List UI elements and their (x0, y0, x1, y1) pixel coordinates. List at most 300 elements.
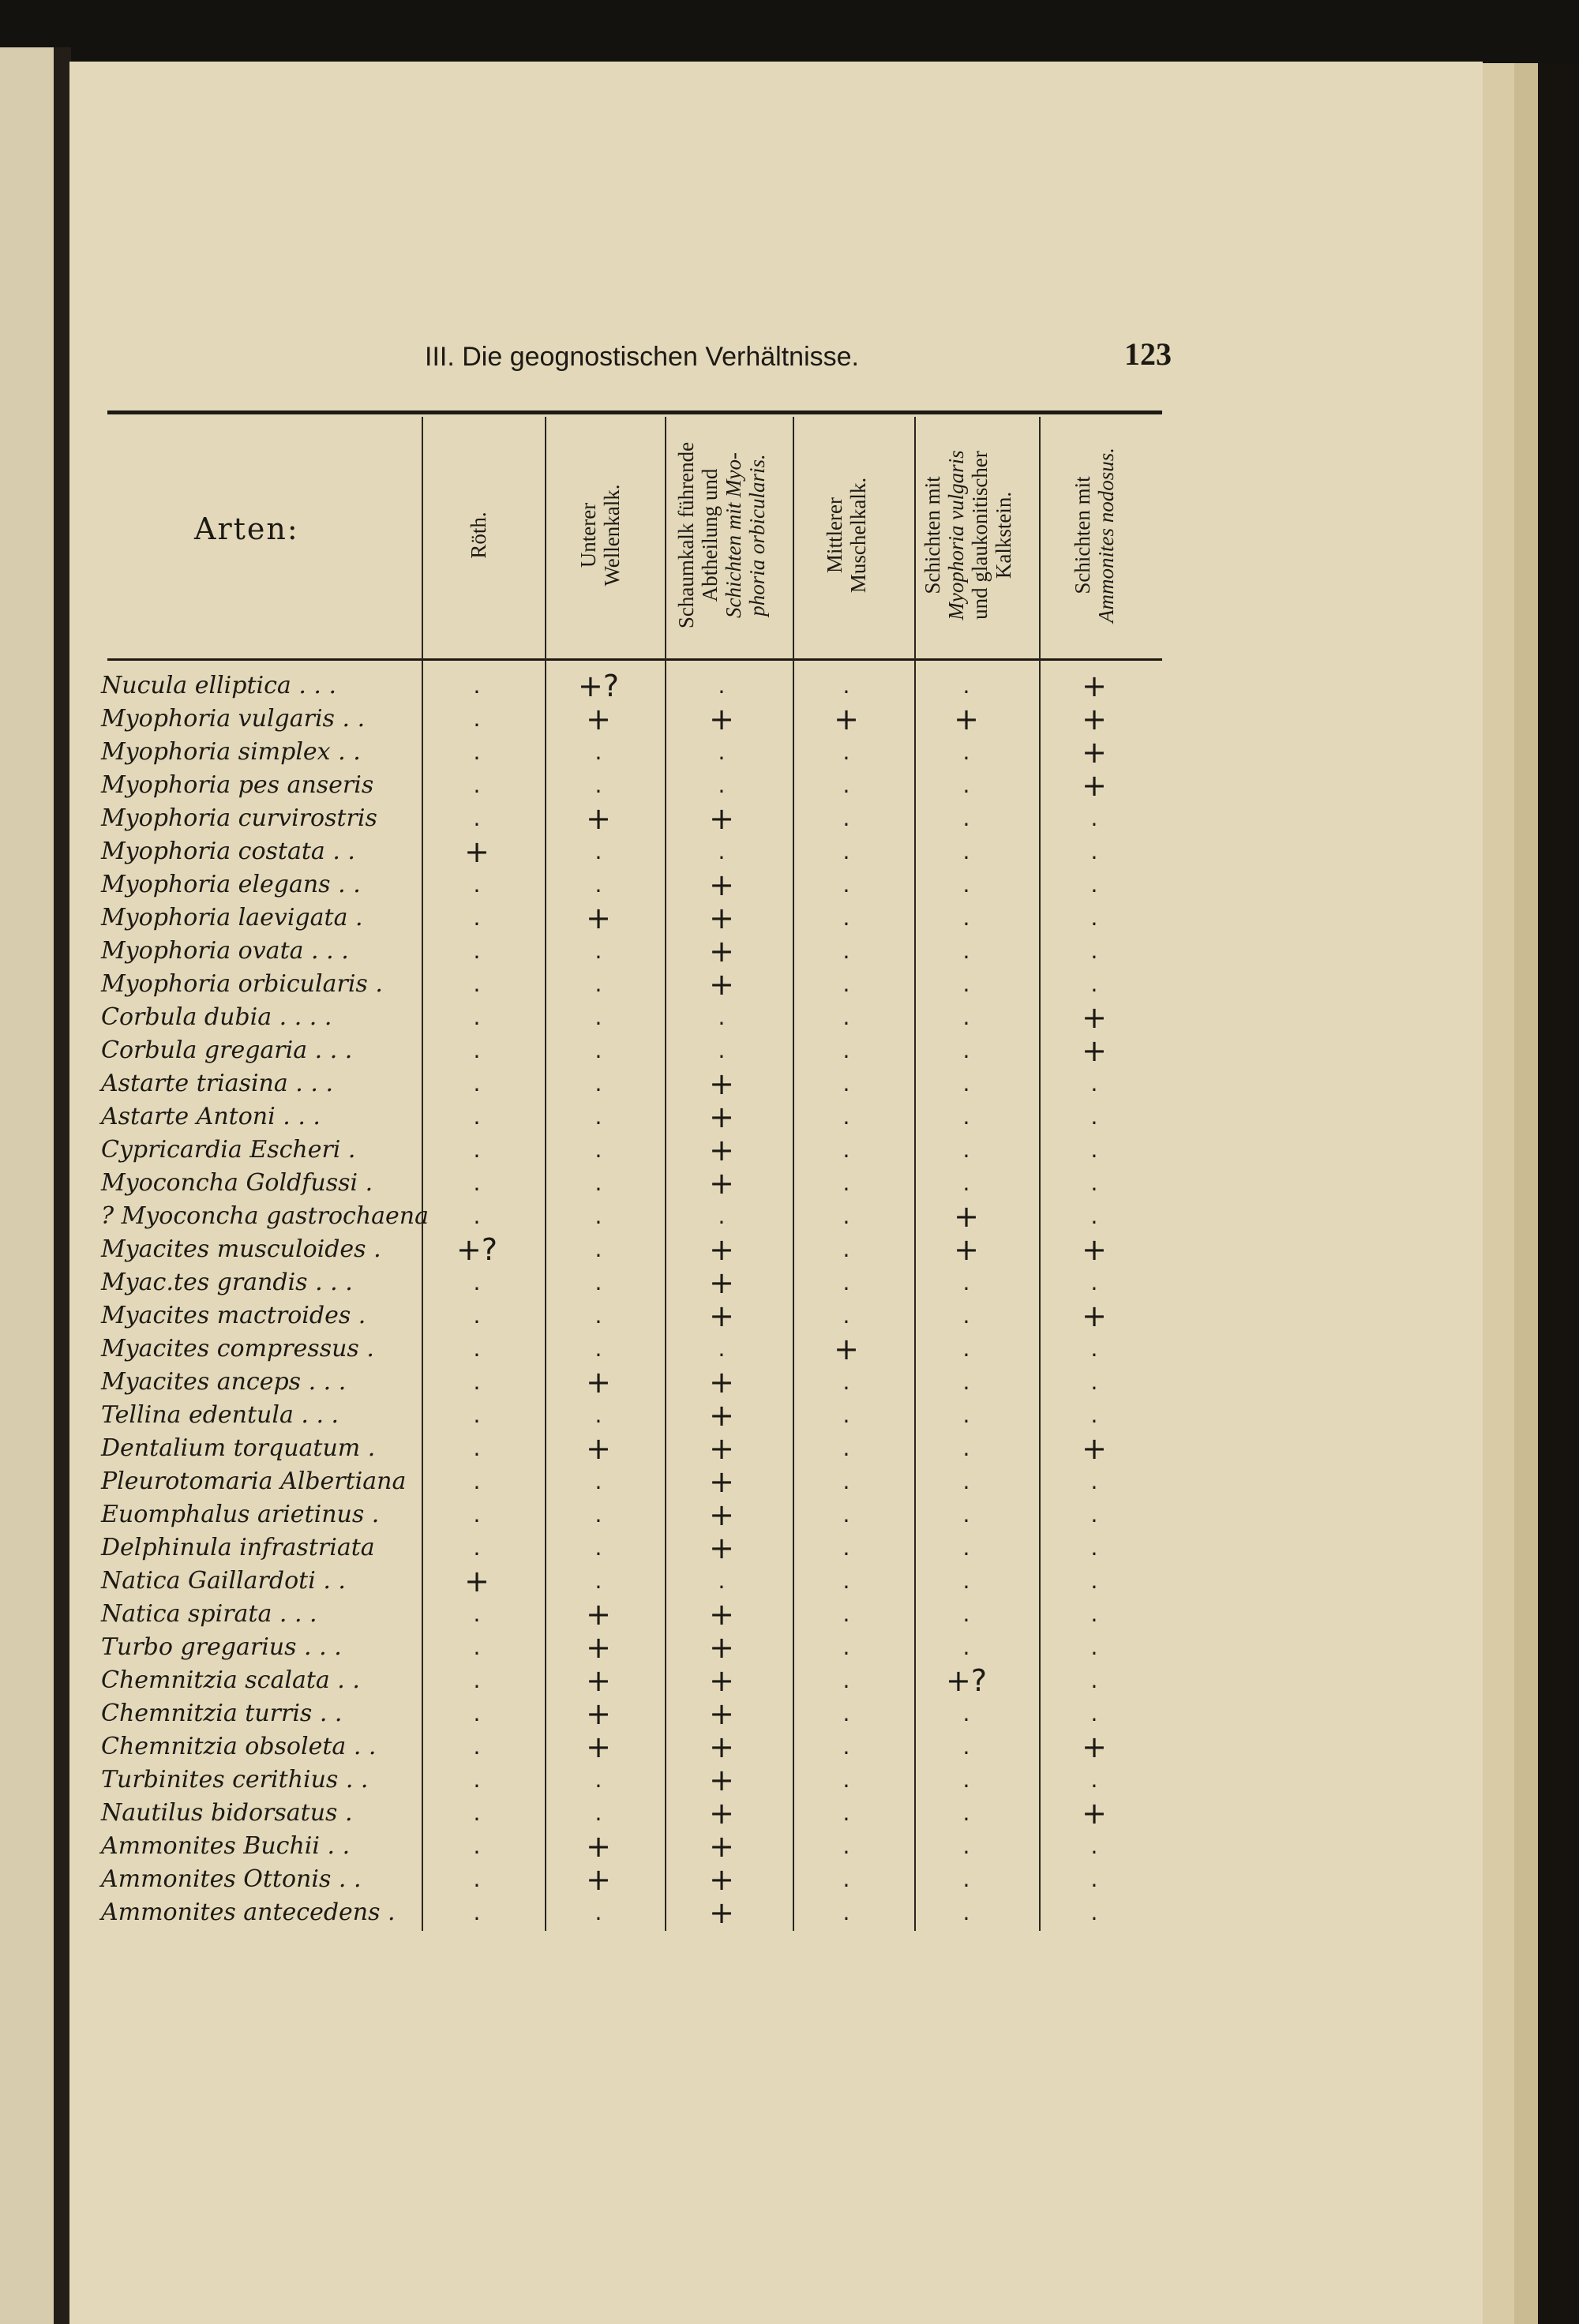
occurrence-cell: . (1090, 938, 1098, 964)
occurrence-cell: +? (945, 1663, 987, 1698)
occurrence-cell: + (709, 1597, 734, 1632)
table-row (101, 968, 1167, 1001)
page-edge (1514, 63, 1538, 2324)
occurrence-cell: . (842, 971, 850, 997)
column-header-text (1071, 417, 1118, 654)
occurrence-cell: . (842, 1369, 850, 1395)
table-row (101, 1399, 1167, 1432)
occurrence-cell: + (709, 1166, 734, 1201)
occurrence-cell: . (473, 1833, 481, 1859)
occurrence-cell: . (473, 971, 481, 997)
occurrence-cell: + (709, 1497, 734, 1532)
occurrence-cell: +? (577, 669, 619, 703)
species-name: Corbula gregaria . . . (101, 1036, 353, 1064)
occurrence-cell: . (594, 1568, 602, 1594)
occurrence-cell: + (1082, 1299, 1107, 1333)
species-name: Pleurotomaria Albertiana (101, 1467, 407, 1495)
occurrence-cell: . (962, 1899, 970, 1925)
occurrence-cell: . (842, 1866, 850, 1892)
species-name: Euomphalus arietinus . (101, 1501, 380, 1528)
occurrence-cell: . (594, 1800, 602, 1826)
occurrence-cell: . (473, 1734, 481, 1760)
occurrence-cell: . (1090, 1866, 1098, 1892)
occurrence-cell: . (594, 1899, 602, 1925)
occurrence-cell: . (962, 673, 970, 699)
table-row (101, 935, 1167, 968)
occurrence-cell: . (962, 1700, 970, 1726)
occurrence-cell: + (1082, 735, 1107, 770)
species-name: Ammonites Buchii . . (101, 1832, 351, 1860)
occurrence-cell: + (586, 1829, 611, 1864)
occurrence-cell: . (962, 1501, 970, 1527)
occurrence-cell: . (473, 1899, 481, 1925)
occurrence-cell: . (473, 1866, 481, 1892)
species-column-header: Arten: (194, 512, 299, 546)
species-name: Myophoria laevigata . (101, 904, 363, 931)
occurrence-cell: + (1082, 1033, 1107, 1068)
occurrence-cell: . (473, 1435, 481, 1461)
page-edge (1483, 63, 1514, 2324)
occurrence-cell: . (473, 1402, 481, 1428)
column-header-line: Schichten mit (1071, 476, 1094, 594)
table-row (101, 1134, 1167, 1167)
table-row (101, 1233, 1167, 1266)
species-name: Natica spirata . . . (101, 1600, 317, 1628)
species-name: Myophoria ovata . . . (101, 937, 349, 965)
species-name: Astarte Antoni . . . (101, 1103, 321, 1130)
occurrence-cell: . (473, 1269, 481, 1295)
species-name: Myophoria pes anseris (101, 771, 374, 799)
occurrence-cell: . (962, 1303, 970, 1329)
occurrence-cell: . (1090, 1269, 1098, 1295)
occurrence-cell: + (834, 702, 859, 737)
occurrence-cell: + (709, 1696, 734, 1731)
occurrence-cell: . (962, 1037, 970, 1063)
occurrence-cell: . (473, 1303, 481, 1329)
occurrence-cell: . (594, 838, 602, 864)
occurrence-cell: + (709, 1365, 734, 1400)
occurrence-cell: . (842, 1104, 850, 1130)
occurrence-cell: + (1082, 669, 1107, 703)
occurrence-cell: + (709, 1862, 734, 1897)
occurrence-cell: + (586, 801, 611, 836)
occurrence-cell: + (709, 1232, 734, 1267)
occurrence-cell: . (962, 872, 970, 898)
occurrence-cell: . (842, 1833, 850, 1859)
occurrence-cell: . (842, 1667, 850, 1693)
table-row (101, 1631, 1167, 1664)
occurrence-cell: + (464, 834, 489, 869)
column-header-line: Ammonites nodosus. (1094, 448, 1118, 623)
occurrence-cell: . (473, 1137, 481, 1163)
occurrence-cell: . (594, 1004, 602, 1030)
occurrence-cell: . (842, 1269, 850, 1295)
occurrence-cell: . (718, 1203, 726, 1229)
occurrence-cell: . (962, 1137, 970, 1163)
left-page-edge (0, 47, 54, 2324)
column-header-line: Muschelkalk. (846, 477, 870, 594)
occurrence-cell: + (586, 1730, 611, 1764)
occurrence-cell: . (594, 938, 602, 964)
occurrence-cell: . (594, 1336, 602, 1362)
occurrence-cell: . (594, 739, 602, 765)
occurrence-cell: + (709, 1829, 734, 1864)
occurrence-cell: . (718, 838, 726, 864)
species-name: Natica Gaillardoti . . (101, 1567, 346, 1595)
occurrence-cell: . (473, 772, 481, 798)
occurrence-cell: . (1090, 805, 1098, 831)
column-header-line: Mittlerer (823, 497, 846, 573)
occurrence-cell: . (473, 1700, 481, 1726)
occurrence-cell: . (473, 1468, 481, 1494)
species-name: Myoconcha Goldfussi . (101, 1169, 373, 1197)
occurrence-cell: . (842, 905, 850, 931)
occurrence-cell: . (1090, 1402, 1098, 1428)
occurrence-cell: . (962, 805, 970, 831)
species-name: Chemnitzia obsoleta . . (101, 1733, 377, 1760)
table-row (101, 901, 1167, 935)
occurrence-cell: . (1090, 1137, 1098, 1163)
occurrence-cell: . (473, 739, 481, 765)
occurrence-cell: . (473, 1170, 481, 1196)
occurrence-cell: + (709, 1895, 734, 1930)
occurrence-cell: . (594, 1203, 602, 1229)
occurrence-cell: . (962, 1634, 970, 1660)
occurrence-cell: + (709, 967, 734, 1002)
species-name: Dentalium torquatum . (101, 1434, 376, 1462)
table-row (101, 802, 1167, 835)
table-row (101, 1664, 1167, 1697)
occurrence-cell: . (473, 1800, 481, 1826)
occurrence-cell: + (709, 1133, 734, 1168)
species-name: Myacites compressus . (101, 1335, 374, 1363)
table-row (101, 1598, 1167, 1631)
occurrence-cell: . (594, 1303, 602, 1329)
occurrence-cell: + (709, 1663, 734, 1698)
occurrence-cell: . (962, 1104, 970, 1130)
book-top-edge (0, 0, 1579, 63)
table-row (101, 1697, 1167, 1730)
occurrence-cell: . (1090, 872, 1098, 898)
table-row (101, 1465, 1167, 1498)
occurrence-cell: . (962, 838, 970, 864)
occurrence-cell: . (962, 1336, 970, 1362)
occurrence-cell: . (594, 1402, 602, 1428)
occurrence-cell: . (842, 673, 850, 699)
occurrence-cell: . (842, 1568, 850, 1594)
occurrence-cell: + (709, 868, 734, 902)
running-title: III. Die geognostischen Verhältnisse. (425, 342, 859, 372)
occurrence-cell: + (586, 1431, 611, 1466)
occurrence-cell: + (709, 1431, 734, 1466)
species-name: Ammonites Ottonis . . (101, 1865, 362, 1893)
table-row (101, 769, 1167, 802)
column-header-line: Röth. (467, 512, 490, 559)
occurrence-cell: . (718, 739, 726, 765)
table-row (101, 1100, 1167, 1134)
occurrence-cell: . (1090, 1070, 1098, 1096)
occurrence-cell: . (473, 938, 481, 964)
column-header-line: Schichten mit Myo- (722, 452, 745, 618)
occurrence-cell: . (842, 1070, 850, 1096)
occurrence-cell: + (1082, 768, 1107, 803)
occurrence-cell: + (834, 1332, 859, 1366)
occurrence-cell: . (842, 772, 850, 798)
occurrence-cell: + (709, 1730, 734, 1764)
column-header-line: Schichten mit (921, 476, 944, 594)
table-row (101, 1067, 1167, 1100)
occurrence-cell: . (962, 1601, 970, 1627)
page-number: 123 (1124, 336, 1172, 372)
species-name: Tellina edentula . . . (101, 1401, 339, 1429)
occurrence-cell: . (962, 1866, 970, 1892)
occurrence-cell: . (962, 1833, 970, 1859)
occurrence-cell: . (1090, 1203, 1098, 1229)
occurrence-cell: + (464, 1564, 489, 1599)
occurrence-cell: . (962, 739, 970, 765)
occurrence-cell: . (473, 1070, 481, 1096)
occurrence-cell: . (962, 971, 970, 997)
occurrence-cell: . (962, 1170, 970, 1196)
occurrence-cell: . (1090, 905, 1098, 931)
occurrence-cell: . (718, 772, 726, 798)
occurrence-cell: . (842, 938, 850, 964)
occurrence-cell: + (954, 702, 979, 737)
species-name: Myacites anceps . . . (101, 1368, 347, 1396)
column-header-line: Wellenkalk. (600, 484, 624, 587)
occurrence-cell: + (1082, 1431, 1107, 1466)
occurrence-cell: + (586, 1696, 611, 1731)
occurrence-cell: . (473, 805, 481, 831)
occurrence-cell: . (962, 938, 970, 964)
occurrence-cell: . (594, 1269, 602, 1295)
species-name: Myophoria orbicularis . (101, 970, 383, 998)
column-header-line: Unterer (576, 502, 600, 568)
table-row (101, 1797, 1167, 1830)
occurrence-cell: . (842, 1634, 850, 1660)
occurrence-cell: + (709, 934, 734, 969)
occurrence-cell: . (473, 1336, 481, 1362)
occurrence-cell: . (1090, 1104, 1098, 1130)
table-row (101, 868, 1167, 901)
occurrence-cell: . (1090, 1601, 1098, 1627)
occurrence-cell: . (473, 905, 481, 931)
occurrence-cell: + (709, 1630, 734, 1665)
species-name: Corbula dubia . . . . (101, 1003, 332, 1031)
occurrence-cell: +? (456, 1232, 497, 1267)
occurrence-cell: . (842, 1037, 850, 1063)
occurrence-cell: . (594, 1070, 602, 1096)
occurrence-cell: + (709, 1299, 734, 1333)
occurrence-cell: . (842, 1767, 850, 1793)
occurrence-cell: . (1090, 1535, 1098, 1561)
occurrence-cell: + (586, 1365, 611, 1400)
occurrence-cell: . (842, 1501, 850, 1527)
occurrence-cell: . (842, 1137, 850, 1163)
occurrence-cell: . (473, 1203, 481, 1229)
occurrence-cell: + (586, 1597, 611, 1632)
species-name: Astarte triasina . . . (101, 1070, 333, 1097)
table-row (101, 1565, 1167, 1598)
occurrence-cell: . (594, 1236, 602, 1262)
occurrence-cell: . (1090, 838, 1098, 864)
occurrence-cell: . (718, 1037, 726, 1063)
column-header-line: phoria orbicularis. (745, 454, 769, 617)
occurrence-cell: . (473, 1767, 481, 1793)
occurrence-cell: + (586, 702, 611, 737)
occurrence-cell: . (962, 1269, 970, 1295)
occurrence-cell: . (842, 1800, 850, 1826)
occurrence-cell: . (473, 1104, 481, 1130)
species-name: Delphinula infrastriata (101, 1534, 375, 1561)
occurrence-cell: + (709, 1796, 734, 1831)
occurrence-cell: . (594, 1137, 602, 1163)
column-header-line: Myophoria vulgaris (944, 450, 968, 620)
occurrence-cell: . (962, 1800, 970, 1826)
occurrence-cell: . (842, 1601, 850, 1627)
occurrence-cell: + (1082, 702, 1107, 737)
table-row (101, 1266, 1167, 1299)
occurrence-cell: + (586, 1663, 611, 1698)
occurrence-cell: + (1082, 1232, 1107, 1267)
column-header-line: Abtheilung und (698, 468, 722, 602)
species-name: Myacites mactroides . (101, 1302, 366, 1329)
occurrence-cell: + (709, 1398, 734, 1433)
occurrence-cell: . (842, 739, 850, 765)
occurrence-cell: . (842, 1004, 850, 1030)
occurrence-cell: . (842, 1303, 850, 1329)
occurrence-cell: . (473, 1037, 481, 1063)
occurrence-cell: . (1090, 1468, 1098, 1494)
occurrence-cell: + (586, 901, 611, 935)
species-name: Turbo gregarius . . . (101, 1633, 342, 1661)
occurrence-cell: . (962, 905, 970, 931)
occurrence-cell: . (962, 1369, 970, 1395)
occurrence-cell: . (473, 1535, 481, 1561)
occurrence-cell: . (962, 1568, 970, 1594)
occurrence-cell: + (954, 1232, 979, 1267)
table-row (101, 736, 1167, 769)
occurrence-cell: . (1090, 1899, 1098, 1925)
species-name: Nautilus bidorsatus . (101, 1799, 353, 1827)
species-name: Myophoria costata . . (101, 838, 355, 865)
species-name: Myophoria simplex . . (101, 738, 361, 766)
occurrence-cell: . (1090, 1667, 1098, 1693)
occurrence-cell: . (594, 872, 602, 898)
table-top-rule (107, 410, 1162, 414)
column-header (976, 417, 1213, 654)
occurrence-cell: . (1090, 1336, 1098, 1362)
occurrence-cell: . (473, 1634, 481, 1660)
occurrence-cell: + (709, 702, 734, 737)
occurrence-cell: + (954, 1199, 979, 1234)
occurrence-cell: . (594, 1037, 602, 1063)
occurrence-cell: + (586, 1630, 611, 1665)
occurrence-cell: . (842, 1203, 850, 1229)
occurrence-cell: . (842, 1700, 850, 1726)
table-row (101, 1830, 1167, 1863)
occurrence-cell: . (1090, 1170, 1098, 1196)
occurrence-cell: + (586, 1862, 611, 1897)
species-name: Myacites musculoides . (101, 1235, 381, 1263)
occurrence-cell: . (594, 1767, 602, 1793)
occurrence-cell: + (1082, 1796, 1107, 1831)
species-name: Chemnitzia turris . . (101, 1700, 343, 1727)
occurrence-cell: . (718, 1336, 726, 1362)
occurrence-cell: . (473, 1004, 481, 1030)
occurrence-cell: . (1090, 1501, 1098, 1527)
table-row (101, 1167, 1167, 1200)
column-header-line: Kalkstein. (992, 491, 1015, 579)
species-name: Myophoria elegans . . (101, 871, 361, 898)
occurrence-cell: . (473, 673, 481, 699)
occurrence-cell: . (842, 838, 850, 864)
occurrence-cell: . (473, 706, 481, 732)
occurrence-cell: . (1090, 1369, 1098, 1395)
occurrence-cell: . (473, 1501, 481, 1527)
table-row (101, 669, 1167, 703)
table-header-rule (107, 658, 1162, 661)
book-cover-edge (1538, 63, 1579, 2324)
occurrence-cell: . (473, 872, 481, 898)
occurrence-cell: . (962, 772, 970, 798)
occurrence-cell: . (1090, 971, 1098, 997)
table-row (101, 703, 1167, 736)
occurrence-cell: . (594, 772, 602, 798)
occurrence-cell: + (709, 1265, 734, 1300)
occurrence-cell: . (962, 1535, 970, 1561)
species-name: Nucula elliptica . . . (101, 672, 337, 699)
occurrence-cell: . (1090, 1568, 1098, 1594)
table-row (101, 1034, 1167, 1067)
table-row (101, 1730, 1167, 1764)
occurrence-cell: . (1090, 1700, 1098, 1726)
occurrence-cell: . (962, 1070, 970, 1096)
occurrence-cell: + (709, 1464, 734, 1499)
occurrence-cell: . (842, 1236, 850, 1262)
table-row (101, 1001, 1167, 1034)
table-row (101, 835, 1167, 868)
species-name: Turbinites cerithius . . (101, 1766, 369, 1794)
occurrence-cell: . (594, 1535, 602, 1561)
table-row (101, 1299, 1167, 1333)
occurrence-cell: . (962, 1767, 970, 1793)
occurrence-cell: . (1090, 1767, 1098, 1793)
occurrence-cell: . (842, 1535, 850, 1561)
species-name: Myophoria curvirostris (101, 804, 377, 832)
occurrence-cell: . (842, 1170, 850, 1196)
running-header (425, 336, 1172, 373)
occurrence-cell: . (842, 872, 850, 898)
species-name: ? Myoconcha gastrochaena (101, 1202, 429, 1230)
occurrence-cell: + (1082, 1730, 1107, 1764)
table-row (101, 1200, 1167, 1233)
occurrence-cell: + (709, 901, 734, 935)
occurrence-cell: . (842, 1899, 850, 1925)
species-name: Ammonites antecedens . (101, 1899, 396, 1926)
occurrence-cell: + (709, 1531, 734, 1565)
occurrence-cell: . (962, 1402, 970, 1428)
column-header-line: Schaumkalk führende (674, 441, 698, 629)
species-name: Myophoria vulgaris . . (101, 705, 366, 733)
occurrence-cell: . (718, 673, 726, 699)
occurrence-cell: . (962, 1435, 970, 1461)
table-row (101, 1333, 1167, 1366)
occurrence-cell: . (473, 1369, 481, 1395)
occurrence-cell: . (718, 1004, 726, 1030)
occurrence-cell: + (1082, 1000, 1107, 1035)
species-name: Cypricardia Escheri . (101, 1136, 356, 1164)
